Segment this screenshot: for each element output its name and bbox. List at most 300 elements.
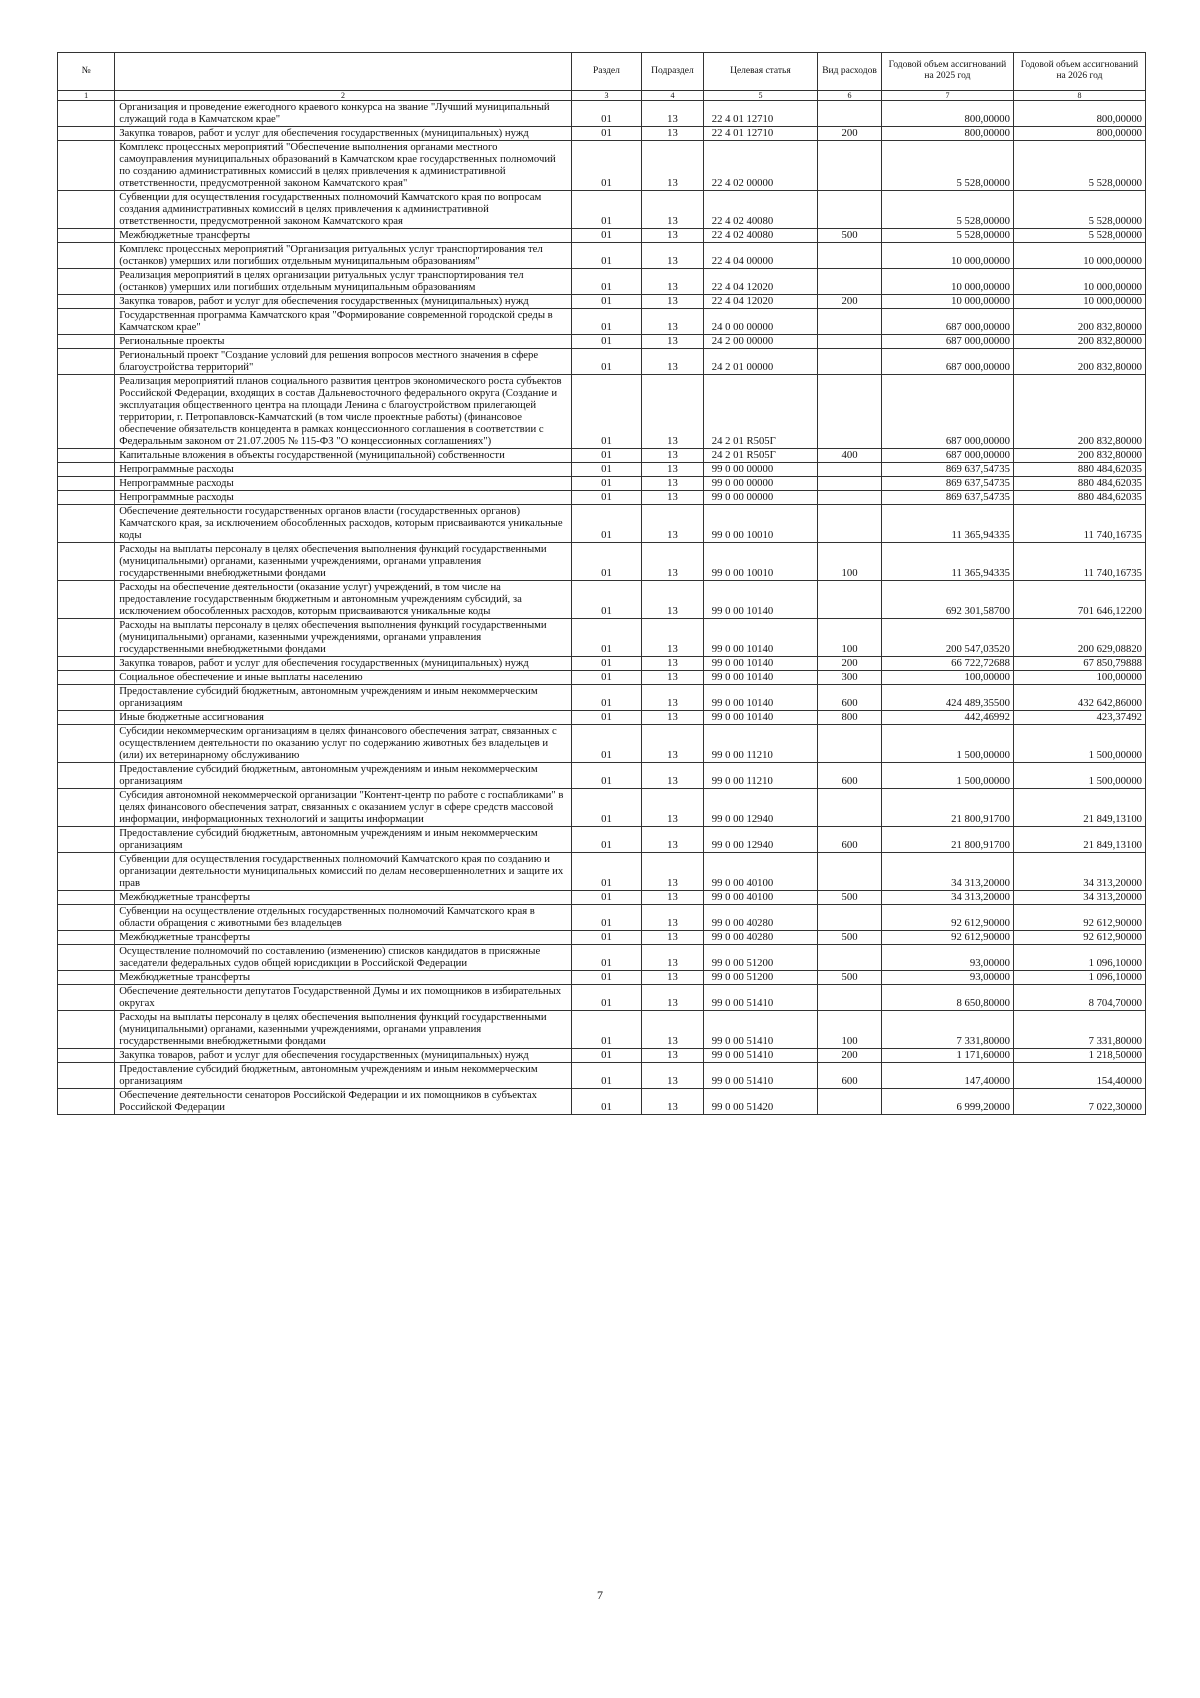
row-target-article: 99 0 00 00000 bbox=[703, 491, 817, 505]
row-target-article: 22 4 04 12020 bbox=[703, 269, 817, 295]
header-year-2026: Годовой объем ассигнований на 2026 год bbox=[1013, 53, 1145, 91]
row-amount-2025: 11 365,94335 bbox=[881, 543, 1013, 581]
row-number-cell bbox=[58, 1063, 115, 1089]
row-amount-2025: 424 489,35500 bbox=[881, 685, 1013, 711]
row-subsection: 13 bbox=[642, 971, 704, 985]
row-amount-2026: 1 218,50000 bbox=[1013, 1049, 1145, 1063]
row-amount-2025: 34 313,20000 bbox=[881, 853, 1013, 891]
row-number-cell bbox=[58, 789, 115, 827]
row-number-cell bbox=[58, 905, 115, 931]
row-amount-2025: 92 612,90000 bbox=[881, 931, 1013, 945]
table-row bbox=[58, 505, 1146, 543]
row-subsection: 13 bbox=[642, 931, 704, 945]
row-number-cell bbox=[58, 671, 115, 685]
row-subsection: 13 bbox=[642, 891, 704, 905]
row-expense-type bbox=[818, 309, 882, 335]
row-amount-2026: 1 500,00000 bbox=[1013, 763, 1145, 789]
row-name: Межбюджетные трансферты bbox=[115, 931, 572, 945]
table-row bbox=[58, 101, 1146, 127]
table-row bbox=[58, 725, 1146, 763]
row-section: 01 bbox=[571, 309, 641, 335]
row-name: Субвенции для осуществления государственных полномочий Камчатского края по вопросам создания административных комиссий в целях привлечения к административной ответственности, предусмотренной законом Камчатского края bbox=[115, 191, 572, 229]
row-subsection: 13 bbox=[642, 789, 704, 827]
row-target-article: 99 0 00 10140 bbox=[703, 671, 817, 685]
row-target-article: 99 0 00 00000 bbox=[703, 477, 817, 491]
row-amount-2026: 200 629,08820 bbox=[1013, 619, 1145, 657]
row-expense-type bbox=[818, 945, 882, 971]
row-number-cell bbox=[58, 243, 115, 269]
row-amount-2026: 1 500,00000 bbox=[1013, 725, 1145, 763]
row-subsection: 13 bbox=[642, 1089, 704, 1115]
row-subsection: 13 bbox=[642, 671, 704, 685]
row-amount-2025: 687 000,00000 bbox=[881, 309, 1013, 335]
colnum-6: 6 bbox=[818, 91, 882, 101]
row-subsection: 13 bbox=[642, 985, 704, 1011]
row-number-cell bbox=[58, 891, 115, 905]
row-subsection: 13 bbox=[642, 581, 704, 619]
row-amount-2026: 10 000,00000 bbox=[1013, 295, 1145, 309]
row-number-cell bbox=[58, 491, 115, 505]
row-expense-type bbox=[818, 505, 882, 543]
row-expense-type bbox=[818, 853, 882, 891]
row-expense-type: 600 bbox=[818, 827, 882, 853]
row-subsection: 13 bbox=[642, 1063, 704, 1089]
table-row bbox=[58, 1049, 1146, 1063]
table-row bbox=[58, 945, 1146, 971]
row-name: Организация и проведение ежегодного краевого конкурса на звание "Лучший муниципальный служащий года в Камчатском крае" bbox=[115, 101, 572, 127]
row-amount-2025: 10 000,00000 bbox=[881, 243, 1013, 269]
row-name: Межбюджетные трансферты bbox=[115, 971, 572, 985]
header-subsection: Подраздел bbox=[642, 53, 704, 91]
row-number-cell bbox=[58, 971, 115, 985]
row-section: 01 bbox=[571, 711, 641, 725]
row-name: Непрограммные расходы bbox=[115, 477, 572, 491]
row-amount-2025: 687 000,00000 bbox=[881, 375, 1013, 449]
row-expense-type: 500 bbox=[818, 891, 882, 905]
header-year-2025: Годовой объем ассигнований на 2025 год bbox=[881, 53, 1013, 91]
table-row bbox=[58, 657, 1146, 671]
row-section: 01 bbox=[571, 269, 641, 295]
row-amount-2026: 701 646,12200 bbox=[1013, 581, 1145, 619]
row-subsection: 13 bbox=[642, 449, 704, 463]
table-row bbox=[58, 827, 1146, 853]
row-expense-type: 600 bbox=[818, 685, 882, 711]
row-target-article: 99 0 00 40280 bbox=[703, 931, 817, 945]
row-amount-2026: 200 832,80000 bbox=[1013, 375, 1145, 449]
row-number-cell bbox=[58, 657, 115, 671]
row-target-article: 22 4 02 40080 bbox=[703, 229, 817, 243]
row-number-cell bbox=[58, 349, 115, 375]
row-subsection: 13 bbox=[642, 191, 704, 229]
row-amount-2025: 93,00000 bbox=[881, 945, 1013, 971]
row-amount-2026: 5 528,00000 bbox=[1013, 229, 1145, 243]
table-row bbox=[58, 1089, 1146, 1115]
row-subsection: 13 bbox=[642, 725, 704, 763]
row-expense-type bbox=[818, 269, 882, 295]
row-amount-2025: 442,46992 bbox=[881, 711, 1013, 725]
row-expense-type bbox=[818, 581, 882, 619]
row-subsection: 13 bbox=[642, 905, 704, 931]
row-amount-2025: 147,40000 bbox=[881, 1063, 1013, 1089]
row-section: 01 bbox=[571, 101, 641, 127]
row-amount-2026: 5 528,00000 bbox=[1013, 191, 1145, 229]
row-subsection: 13 bbox=[642, 295, 704, 309]
row-section: 01 bbox=[571, 191, 641, 229]
row-expense-type bbox=[818, 463, 882, 477]
row-subsection: 13 bbox=[642, 543, 704, 581]
colnum-3: 3 bbox=[571, 91, 641, 101]
row-amount-2025: 10 000,00000 bbox=[881, 295, 1013, 309]
table-row bbox=[58, 375, 1146, 449]
row-target-article: 99 0 00 12940 bbox=[703, 827, 817, 853]
row-amount-2026: 5 528,00000 bbox=[1013, 141, 1145, 191]
row-amount-2026: 92 612,90000 bbox=[1013, 931, 1145, 945]
row-target-article: 99 0 00 10140 bbox=[703, 581, 817, 619]
row-expense-type: 500 bbox=[818, 931, 882, 945]
row-name: Иные бюджетные ассигнования bbox=[115, 711, 572, 725]
row-target-article: 24 2 01 R505Г bbox=[703, 375, 817, 449]
row-expense-type: 600 bbox=[818, 1063, 882, 1089]
row-target-article: 24 0 00 00000 bbox=[703, 309, 817, 335]
row-target-article: 22 4 01 12710 bbox=[703, 127, 817, 141]
row-amount-2025: 869 637,54735 bbox=[881, 491, 1013, 505]
row-name: Субсидия автономной некоммерческой организации "Контент-центр по работе с госпабликами" в целях финансового обеспечения затрат, связанных с оказанием услуг в сфере средств массовой информации, информационных технологий и защиты информации bbox=[115, 789, 572, 827]
row-subsection: 13 bbox=[642, 477, 704, 491]
row-target-article: 99 0 00 40100 bbox=[703, 853, 817, 891]
row-amount-2026: 34 313,20000 bbox=[1013, 853, 1145, 891]
row-target-article: 24 2 01 R505Г bbox=[703, 449, 817, 463]
row-expense-type: 100 bbox=[818, 543, 882, 581]
row-name: Государственная программа Камчатского края "Формирование современной городской среды в Камчатском крае" bbox=[115, 309, 572, 335]
row-section: 01 bbox=[571, 1089, 641, 1115]
row-amount-2026: 7 331,80000 bbox=[1013, 1011, 1145, 1049]
header-exptype: Вид расходов bbox=[818, 53, 882, 91]
row-amount-2026: 10 000,00000 bbox=[1013, 269, 1145, 295]
row-section: 01 bbox=[571, 335, 641, 349]
table-row bbox=[58, 335, 1146, 349]
row-amount-2025: 1 500,00000 bbox=[881, 725, 1013, 763]
row-section: 01 bbox=[571, 543, 641, 581]
row-target-article: 99 0 00 10140 bbox=[703, 711, 817, 725]
row-target-article: 99 0 00 11210 bbox=[703, 725, 817, 763]
row-target-article: 99 0 00 10140 bbox=[703, 657, 817, 671]
row-target-article: 22 4 01 12710 bbox=[703, 101, 817, 127]
row-expense-type bbox=[818, 101, 882, 127]
table-body bbox=[58, 101, 1146, 1115]
row-amount-2026: 67 850,79888 bbox=[1013, 657, 1145, 671]
row-expense-type bbox=[818, 491, 882, 505]
row-number-cell bbox=[58, 141, 115, 191]
row-expense-type bbox=[818, 141, 882, 191]
table-row bbox=[58, 269, 1146, 295]
row-name: Капитальные вложения в объекты государственной (муниципальной) собственности bbox=[115, 449, 572, 463]
row-target-article: 99 0 00 51410 bbox=[703, 985, 817, 1011]
table-row bbox=[58, 853, 1146, 891]
row-name: Расходы на обеспечение деятельности (оказание услуг) учреждений, в том числе на предоставление государственным бюджетным и автономным учреждениям субсидий, за исключением обособленных расходов, которым присваиваются уникальные коды bbox=[115, 581, 572, 619]
row-subsection: 13 bbox=[642, 945, 704, 971]
row-amount-2026: 200 832,80000 bbox=[1013, 309, 1145, 335]
row-name: Предоставление субсидий бюджетным, автономным учреждениям и иным некоммерческим организациям bbox=[115, 1063, 572, 1089]
row-subsection: 13 bbox=[642, 491, 704, 505]
table-row bbox=[58, 127, 1146, 141]
row-name: Обеспечение деятельности депутатов Государственной Думы и их помощников в избирательных округах bbox=[115, 985, 572, 1011]
row-name: Осуществление полномочий по составлению (изменению) списков кандидатов в присяжные заседатели федеральных судов общей юрисдикции в Российской Федерации bbox=[115, 945, 572, 971]
row-amount-2025: 34 313,20000 bbox=[881, 891, 1013, 905]
row-amount-2026: 880 484,62035 bbox=[1013, 477, 1145, 491]
row-amount-2026: 880 484,62035 bbox=[1013, 491, 1145, 505]
row-amount-2026: 423,37492 bbox=[1013, 711, 1145, 725]
row-amount-2025: 1 171,60000 bbox=[881, 1049, 1013, 1063]
row-name: Закупка товаров, работ и услуг для обеспечения государственных (муниципальных) нужд bbox=[115, 657, 572, 671]
row-name: Предоставление субсидий бюджетным, автономным учреждениям и иным некоммерческим организациям bbox=[115, 763, 572, 789]
row-amount-2025: 869 637,54735 bbox=[881, 477, 1013, 491]
row-amount-2026: 1 096,10000 bbox=[1013, 945, 1145, 971]
row-expense-type: 400 bbox=[818, 449, 882, 463]
row-amount-2026: 154,40000 bbox=[1013, 1063, 1145, 1089]
row-expense-type bbox=[818, 985, 882, 1011]
table-row bbox=[58, 905, 1146, 931]
row-name: Непрограммные расходы bbox=[115, 463, 572, 477]
row-name: Обеспечение деятельности сенаторов Российской Федерации и их помощников в субъектах Российской Федерации bbox=[115, 1089, 572, 1115]
table-row bbox=[58, 1011, 1146, 1049]
colnum-7: 7 bbox=[881, 91, 1013, 101]
row-subsection: 13 bbox=[642, 1049, 704, 1063]
row-amount-2026: 200 832,80000 bbox=[1013, 449, 1145, 463]
table-row bbox=[58, 711, 1146, 725]
row-subsection: 13 bbox=[642, 1011, 704, 1049]
row-amount-2026: 8 704,70000 bbox=[1013, 985, 1145, 1011]
row-subsection: 13 bbox=[642, 101, 704, 127]
row-name: Непрограммные расходы bbox=[115, 491, 572, 505]
row-target-article: 22 4 04 12020 bbox=[703, 295, 817, 309]
row-number-cell bbox=[58, 985, 115, 1011]
row-expense-type bbox=[818, 1089, 882, 1115]
row-section: 01 bbox=[571, 1063, 641, 1089]
row-subsection: 13 bbox=[642, 827, 704, 853]
row-expense-type bbox=[818, 477, 882, 491]
row-expense-type: 600 bbox=[818, 763, 882, 789]
row-number-cell bbox=[58, 463, 115, 477]
row-number-cell bbox=[58, 127, 115, 141]
row-amount-2026: 21 849,13100 bbox=[1013, 789, 1145, 827]
row-amount-2025: 687 000,00000 bbox=[881, 449, 1013, 463]
header-name bbox=[115, 53, 572, 91]
row-amount-2025: 687 000,00000 bbox=[881, 335, 1013, 349]
header-no: № bbox=[58, 53, 115, 91]
row-amount-2025: 100,00000 bbox=[881, 671, 1013, 685]
row-subsection: 13 bbox=[642, 349, 704, 375]
row-section: 01 bbox=[571, 491, 641, 505]
row-name: Межбюджетные трансферты bbox=[115, 229, 572, 243]
row-expense-type: 800 bbox=[818, 711, 882, 725]
row-amount-2025: 66 722,72688 bbox=[881, 657, 1013, 671]
row-target-article: 99 0 00 12940 bbox=[703, 789, 817, 827]
row-target-article: 22 4 02 00000 bbox=[703, 141, 817, 191]
row-section: 01 bbox=[571, 477, 641, 491]
row-amount-2025: 687 000,00000 bbox=[881, 349, 1013, 375]
row-expense-type: 200 bbox=[818, 295, 882, 309]
row-section: 01 bbox=[571, 1011, 641, 1049]
row-expense-type: 200 bbox=[818, 127, 882, 141]
table-row bbox=[58, 789, 1146, 827]
row-expense-type bbox=[818, 375, 882, 449]
row-amount-2025: 200 547,03520 bbox=[881, 619, 1013, 657]
row-number-cell bbox=[58, 827, 115, 853]
row-section: 01 bbox=[571, 789, 641, 827]
row-expense-type: 500 bbox=[818, 971, 882, 985]
row-expense-type: 200 bbox=[818, 1049, 882, 1063]
row-section: 01 bbox=[571, 931, 641, 945]
row-section: 01 bbox=[571, 349, 641, 375]
row-target-article: 99 0 00 10010 bbox=[703, 505, 817, 543]
row-expense-type bbox=[818, 725, 882, 763]
row-target-article: 99 0 00 51200 bbox=[703, 971, 817, 985]
row-name: Субсидии некоммерческим организациям в целях финансового обеспечения затрат, связанных с осуществлением деятельности по оказанию услуг по содержанию животных без владельцев и (или) их ветеринарному обслуживанию bbox=[115, 725, 572, 763]
row-number-cell bbox=[58, 229, 115, 243]
row-subsection: 13 bbox=[642, 763, 704, 789]
row-section: 01 bbox=[571, 449, 641, 463]
table-row bbox=[58, 491, 1146, 505]
table-row bbox=[58, 243, 1146, 269]
colnum-1: 1 bbox=[58, 91, 115, 101]
row-section: 01 bbox=[571, 127, 641, 141]
table-row bbox=[58, 581, 1146, 619]
table-row bbox=[58, 191, 1146, 229]
row-target-article: 99 0 00 10010 bbox=[703, 543, 817, 581]
row-section: 01 bbox=[571, 891, 641, 905]
row-target-article: 99 0 00 00000 bbox=[703, 463, 817, 477]
table-row bbox=[58, 763, 1146, 789]
row-name: Предоставление субсидий бюджетным, автономным учреждениям и иным некоммерческим организациям bbox=[115, 685, 572, 711]
row-target-article: 99 0 00 40280 bbox=[703, 905, 817, 931]
row-name: Субвенции на осуществление отдельных государственных полномочий Камчатского края в области обращения с животными без владельцев bbox=[115, 905, 572, 931]
row-number-cell bbox=[58, 853, 115, 891]
row-subsection: 13 bbox=[642, 657, 704, 671]
table-row bbox=[58, 1063, 1146, 1089]
row-name: Обеспечение деятельности государственных органов власти (государственных органов) Камчатского края, за исключением обособленных расходов, которым присваиваются уникальные коды bbox=[115, 505, 572, 543]
row-expense-type: 100 bbox=[818, 1011, 882, 1049]
row-section: 01 bbox=[571, 685, 641, 711]
table-row bbox=[58, 931, 1146, 945]
row-section: 01 bbox=[571, 141, 641, 191]
row-subsection: 13 bbox=[642, 685, 704, 711]
row-name: Расходы на выплаты персоналу в целях обеспечения выполнения функций государственными (муниципальными) органами, казенными учреждениями, органами управления государственными внебюджетными фондами bbox=[115, 619, 572, 657]
row-section: 01 bbox=[571, 905, 641, 931]
colnum-4: 4 bbox=[642, 91, 704, 101]
row-number-cell bbox=[58, 101, 115, 127]
row-amount-2026: 880 484,62035 bbox=[1013, 463, 1145, 477]
header-target: Целевая статья bbox=[703, 53, 817, 91]
row-amount-2026: 1 096,10000 bbox=[1013, 971, 1145, 985]
row-name: Закупка товаров, работ и услуг для обеспечения государственных (муниципальных) нужд bbox=[115, 1049, 572, 1063]
row-amount-2026: 432 642,86000 bbox=[1013, 685, 1145, 711]
row-section: 01 bbox=[571, 619, 641, 657]
row-amount-2026: 200 832,80000 bbox=[1013, 335, 1145, 349]
colnum-2: 2 bbox=[115, 91, 572, 101]
row-number-cell bbox=[58, 449, 115, 463]
row-amount-2026: 200 832,80000 bbox=[1013, 349, 1145, 375]
row-section: 01 bbox=[571, 463, 641, 477]
row-amount-2026: 34 313,20000 bbox=[1013, 891, 1145, 905]
row-target-article: 99 0 00 51410 bbox=[703, 1063, 817, 1089]
row-name: Закупка товаров, работ и услуг для обеспечения государственных (муниципальных) нужд bbox=[115, 127, 572, 141]
row-amount-2026: 92 612,90000 bbox=[1013, 905, 1145, 931]
row-number-cell bbox=[58, 477, 115, 491]
row-expense-type: 300 bbox=[818, 671, 882, 685]
row-name: Региональный проект "Создание условий для решения вопросов местного значения в сфере благоустройства территорий" bbox=[115, 349, 572, 375]
row-subsection: 13 bbox=[642, 853, 704, 891]
row-subsection: 13 bbox=[642, 711, 704, 725]
row-number-cell bbox=[58, 945, 115, 971]
row-expense-type bbox=[818, 789, 882, 827]
row-amount-2025: 6 999,20000 bbox=[881, 1089, 1013, 1115]
row-section: 01 bbox=[571, 581, 641, 619]
table-row bbox=[58, 477, 1146, 491]
row-target-article: 22 4 02 40080 bbox=[703, 191, 817, 229]
row-amount-2026: 21 849,13100 bbox=[1013, 827, 1145, 853]
row-number-cell bbox=[58, 711, 115, 725]
table-row bbox=[58, 671, 1146, 685]
row-name: Расходы на выплаты персоналу в целях обеспечения выполнения функций государственными (муниципальными) органами, казенными учреждениями, органами управления государственными внебюджетными фондами bbox=[115, 1011, 572, 1049]
row-amount-2025: 869 637,54735 bbox=[881, 463, 1013, 477]
row-number-cell bbox=[58, 191, 115, 229]
row-section: 01 bbox=[571, 827, 641, 853]
row-name: Расходы на выплаты персоналу в целях обеспечения выполнения функций государственными (муниципальными) органами, казенными учреждениями, органами управления государственными внебюджетными фондами bbox=[115, 543, 572, 581]
table-row bbox=[58, 891, 1146, 905]
row-amount-2025: 1 500,00000 bbox=[881, 763, 1013, 789]
row-section: 01 bbox=[571, 657, 641, 671]
header-section: Раздел bbox=[571, 53, 641, 91]
row-target-article: 99 0 00 40100 bbox=[703, 891, 817, 905]
row-number-cell bbox=[58, 1011, 115, 1049]
row-number-cell bbox=[58, 763, 115, 789]
header-row bbox=[58, 53, 1146, 91]
row-name: Субвенции для осуществления государственных полномочий Камчатского края по созданию и организации деятельности муниципальных комиссий по делам несовершеннолетних и защите их прав bbox=[115, 853, 572, 891]
row-subsection: 13 bbox=[642, 229, 704, 243]
row-subsection: 13 bbox=[642, 619, 704, 657]
row-target-article: 99 0 00 10140 bbox=[703, 685, 817, 711]
row-number-cell bbox=[58, 1049, 115, 1063]
row-number-cell bbox=[58, 685, 115, 711]
row-section: 01 bbox=[571, 1049, 641, 1063]
row-section: 01 bbox=[571, 243, 641, 269]
table-row bbox=[58, 295, 1146, 309]
row-section: 01 bbox=[571, 505, 641, 543]
row-amount-2026: 800,00000 bbox=[1013, 127, 1145, 141]
row-amount-2025: 5 528,00000 bbox=[881, 229, 1013, 243]
row-number-cell bbox=[58, 725, 115, 763]
row-number-cell bbox=[58, 309, 115, 335]
row-expense-type: 100 bbox=[818, 619, 882, 657]
row-number-cell bbox=[58, 619, 115, 657]
table-row bbox=[58, 971, 1146, 985]
table-row bbox=[58, 141, 1146, 191]
colnum-5: 5 bbox=[703, 91, 817, 101]
table-row bbox=[58, 985, 1146, 1011]
row-target-article: 99 0 00 51420 bbox=[703, 1089, 817, 1115]
row-target-article: 24 2 01 00000 bbox=[703, 349, 817, 375]
table-row bbox=[58, 463, 1146, 477]
row-section: 01 bbox=[571, 763, 641, 789]
row-number-cell bbox=[58, 295, 115, 309]
table-row bbox=[58, 619, 1146, 657]
row-expense-type bbox=[818, 335, 882, 349]
row-subsection: 13 bbox=[642, 505, 704, 543]
row-section: 01 bbox=[571, 725, 641, 763]
row-number-cell bbox=[58, 931, 115, 945]
row-name: Региональные проекты bbox=[115, 335, 572, 349]
row-subsection: 13 bbox=[642, 269, 704, 295]
